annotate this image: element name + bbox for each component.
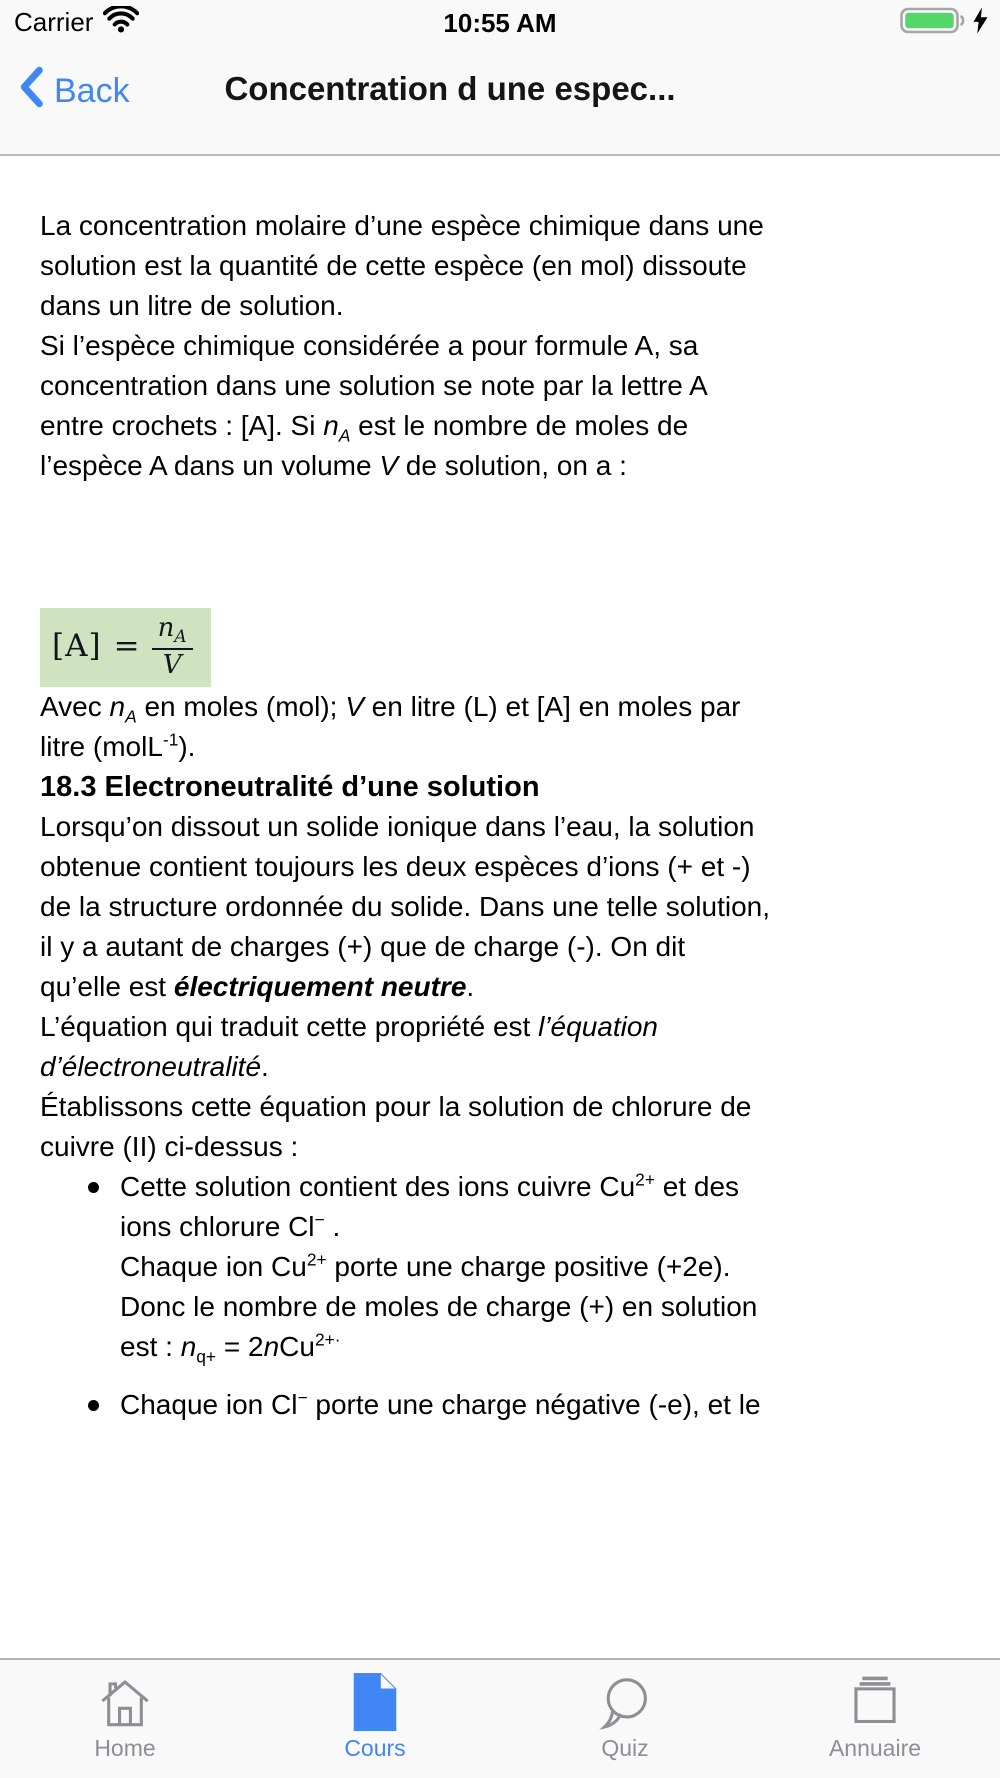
tab-quiz[interactable] [500, 1660, 750, 1778]
page-title: Concentration d une espec... [224, 70, 676, 107]
tab-annuaire[interactable] [750, 1660, 1000, 1778]
clock: 10:55 AM [443, 8, 557, 38]
tab-home-label: Home [94, 1735, 156, 1761]
ion-list [88, 1167, 960, 1425]
folders-icon [846, 1670, 904, 1734]
wifi-icon [103, 6, 139, 39]
document-icon [353, 1670, 397, 1734]
speech-bubble-icon [596, 1670, 654, 1734]
etablissons: Établissons cette équation pour la solution de chlorure de cuivre (II) ci-dessus : [40, 1090, 752, 1162]
formula-image: [A] = $\frac{n_A}{V}$ [40, 608, 211, 687]
tab-quiz-label: Quiz [601, 1735, 649, 1761]
navigation-bar [0, 44, 1000, 154]
list-item: Chaque ion Cl− porte une charge négative (-e), et le [88, 1385, 960, 1425]
status-bar [0, 0, 1000, 44]
tab-annuaire-label: Annuaire [828, 1735, 922, 1761]
home-icon [96, 1670, 154, 1734]
intro-definition: La concentration molaire d’une espèce chimique dans une solution est la quantité de cette espèce (en mol) dissoute dans un litre de solution. Si l’espèce chimique considérée a pour formule A, sa concentration dans une solution se note par la lettre A entre crochets : [A]. Si $n_A$ est le nombre de moles de l’espèce A dans un volume V de solution, on a : [40, 210, 764, 481]
section-heading: 18.3 Electroneutralité d’une solution [40, 770, 540, 803]
tab-cours-label: Cours [344, 1735, 406, 1761]
tab-home[interactable] [0, 1660, 250, 1778]
chevron-left-icon [18, 66, 44, 117]
battery-icon [900, 7, 966, 39]
content-scroll[interactable] [0, 158, 1000, 1658]
list-item: Cette solution contient des ions cuivre $Cu^{2+}$ et des ions chlorure Cl− . Chaque ion $Cu^{2+}$ porte une charge positive (+2e). Donc le nombre de moles de charge (+) en solution est : $n_{q+} = 2nCu^{2+\cdot}$ [88, 1167, 960, 1367]
tab-cours[interactable] [250, 1660, 500, 1778]
units: Avec $n_A$ en moles (mol); V en litre (L) et [A] en moles par litre (molL$^{-1}$). [40, 690, 741, 762]
back-button[interactable] [18, 66, 130, 117]
formula-concentration [40, 608, 960, 687]
top-bar [0, 0, 1000, 156]
tab-bar [0, 1658, 1000, 1778]
back-label: Back [54, 72, 130, 110]
carrier-label: Carrier [14, 7, 94, 37]
lightning-bolt-icon [973, 7, 988, 39]
electroneutrality: Lorsqu’on dissout un solide ionique dans l’eau, la solution obtenue contient toujours les deux espèces d’ions (+ et -) de la structure ordonnée du solide. Dans une telle solution, il y a autant de charges (+) que de charge (-). On dit qu’elle est électriquement neutre. L’équation qui traduit cette propriété est l’équation d’électroneutralité. [40, 810, 771, 1082]
